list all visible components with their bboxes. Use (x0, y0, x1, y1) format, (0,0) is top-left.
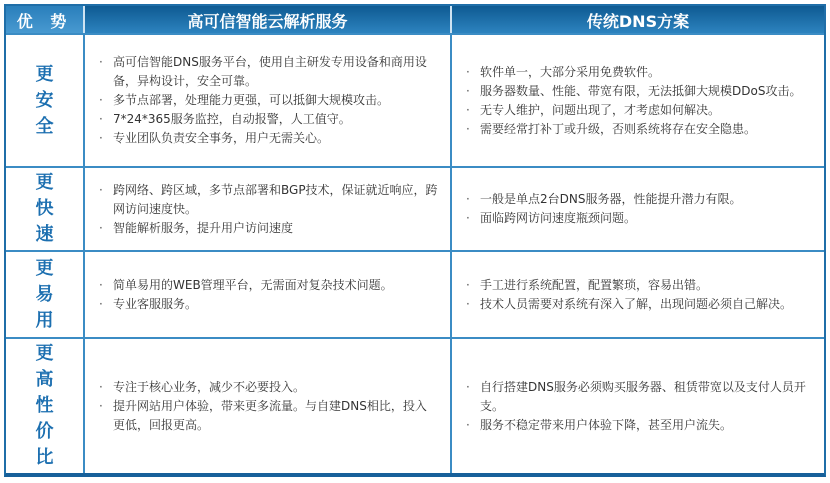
bullet-item: · 智能解析服务，提升用户访问速度 (97, 219, 438, 238)
ours-cell (85, 339, 452, 473)
bullet-item: · 多节点部署，处理能力更强，可以抵御大规模攻击。 (97, 91, 438, 110)
row-label-char: 用 (35, 309, 54, 331)
bullet-item: · 面临跨网访问速度瓶颈问题。 (464, 209, 812, 228)
bullet-item: · 自行搭建DNS服务必须购买服务器、租赁带宽以及支付人员开支。 (464, 378, 812, 416)
table-header (6, 6, 824, 35)
bullet-item: · 服务不稳定带来用户体验下降，甚至用户流失。 (464, 416, 812, 435)
bullet-item: · 软件单一，大部分采用免费软件。 (464, 63, 812, 82)
row-label-char: 安 (35, 89, 54, 111)
row-label-char: 易 (35, 283, 54, 305)
row-label (6, 35, 85, 166)
row-label-char: 价 (35, 421, 54, 442)
ours-cell (85, 168, 452, 250)
header-advantage: 优 势 (6, 6, 85, 35)
row-label-char: 更 (35, 343, 54, 364)
bullet-item: · 专业团队负责安全事务，用户无需关心。 (97, 129, 438, 148)
row-label (6, 339, 85, 473)
traditional-cell (452, 35, 824, 166)
bullet-item: · 提升网站用户体验，带来更多流量。与自建DNS相比，投入更低，回报更高。 (97, 397, 438, 435)
table-row-speed (6, 166, 824, 250)
bullet-item: · 无专人维护，问题出现了，才考虑如何解决。 (464, 101, 812, 120)
bullet-item: · 7*24*365服务监控，自动报警，人工值守。 (97, 110, 438, 129)
row-label-char: 高 (35, 369, 54, 390)
table-row-cost (6, 337, 824, 473)
header-smart-dns: 高可信智能云解析服务 (85, 6, 452, 35)
row-label-char: 更 (35, 63, 54, 85)
table-row-security (6, 33, 824, 166)
traditional-cell (452, 252, 824, 337)
bullet-item: · 服务器数量、性能、带宽有限，无法抵御大规模DDoS攻击。 (464, 82, 812, 101)
bullet-item: · 技术人员需要对系统有深入了解，出现问题必须自己解决。 (464, 295, 812, 314)
bullet-item: · 手工进行系统配置，配置繁琐，容易出错。 (464, 276, 812, 295)
row-label-char: 速 (35, 224, 54, 245)
bullet-item: · 高可信智能DNS服务平台，使用自主研发专用设备和商用设备，异构设计，安全可靠。 (97, 53, 438, 91)
row-label-char: 更 (35, 172, 54, 193)
traditional-cell (452, 339, 824, 473)
row-label-char: 性 (35, 395, 54, 416)
table-row-usability (6, 250, 824, 337)
ours-cell (85, 252, 452, 337)
header-traditional-dns: 传统DNS方案 (586, 12, 690, 31)
bullet-item: · 专注于核心业务，减少不必要投入。 (97, 378, 438, 397)
traditional-cell (452, 168, 824, 250)
row-label (6, 168, 85, 250)
row-label (6, 252, 85, 337)
ours-cell (85, 35, 452, 166)
bullet-item: · 一般是单点2台DNS服务器，性能提升潜力有限。 (464, 190, 812, 209)
row-label-char: 比 (35, 447, 54, 468)
bullet-item: · 专业客服服务。 (97, 295, 438, 314)
row-label-char: 更 (35, 257, 54, 279)
comparison-table (4, 4, 826, 477)
row-label-char: 全 (35, 115, 54, 137)
bullet-item: · 需要经常打补丁或升级，否则系统将存在安全隐患。 (464, 120, 812, 139)
bullet-item: · 简单易用的WEB管理平台，无需面对复杂技术问题。 (97, 276, 438, 295)
bullet-item: · 跨网络、跨区域，多节点部署和BGP技术，保证就近响应，跨网访问速度快。 (97, 181, 438, 219)
row-label-char: 快 (35, 198, 54, 219)
